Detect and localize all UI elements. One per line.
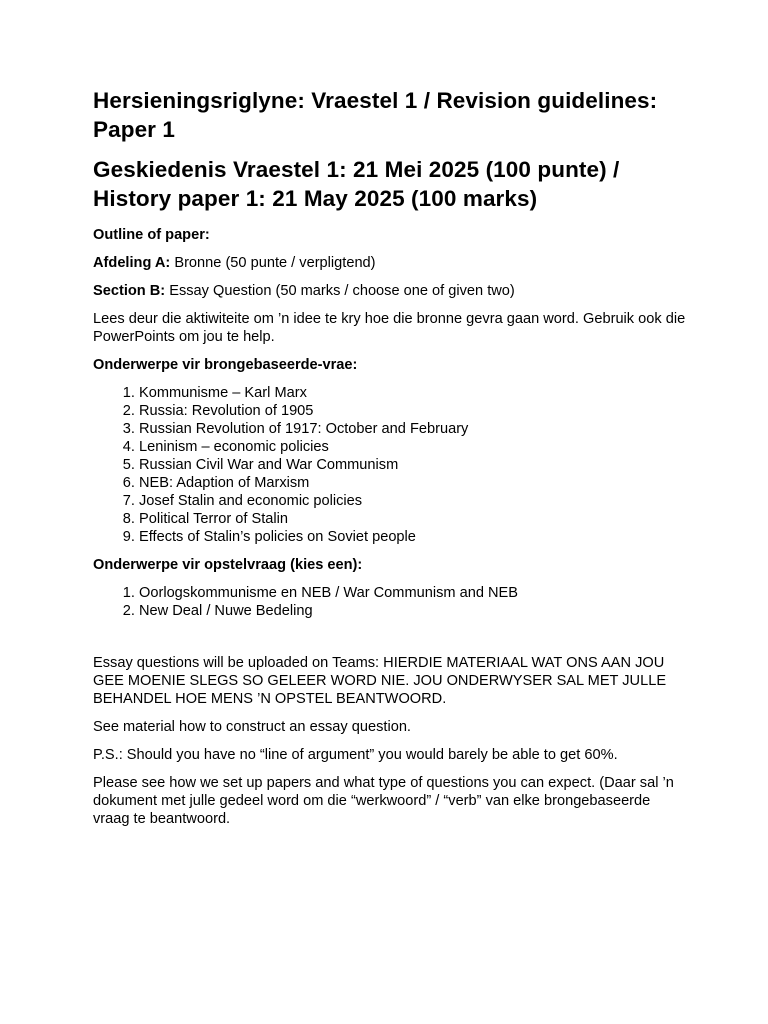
section-a-line xyxy=(93,254,688,272)
list-item: 5. Russian Civil War and War Communism xyxy=(139,456,688,474)
ps-note: P.S.: Should you have no “line of argument” you would barely be able to get 60%. xyxy=(93,747,618,763)
section-b-text: Essay Question (50 marks / choose one of given two) xyxy=(165,283,515,299)
section-a-label: Afdeling A: xyxy=(93,255,171,271)
list-item: 8. Political Terror of Stalin xyxy=(139,510,688,528)
document-title: Hersieningsriglyne: Vraestel 1 / Revision guidelines: Paper 1 xyxy=(93,88,658,142)
spacer xyxy=(93,630,688,654)
closing-paragraph: Please see how we set up papers and what type of questions you can expect. (Daar sal ’n dokument met julle gedeel word om die “werkwoord” / “verb” van elke brongebaseerde vraag te beantwoord. xyxy=(93,775,674,827)
source-topics-heading: Onderwerpe vir brongebaseerde-vrae: xyxy=(93,357,358,373)
list-item: 9. Effects of Stalin’s policies on Soviet people xyxy=(139,528,688,546)
teams-paragraph: Essay questions will be uploaded on Teams: HIERDIE MATERIAAL WAT ONS AAN JOU GEE MOENIE SLEGS SO GELEER WORD NIE. JOU ONDERWYSER SAL MET JULLE BEHANDEL HOE MENS ’N OPSTEL BEANTWOORD. xyxy=(93,655,667,707)
outline-heading: Outline of paper: xyxy=(93,227,210,243)
list-item: 6. NEB: Adaption of Marxism xyxy=(139,474,688,492)
list-item: 1. Kommunisme – Karl Marx xyxy=(139,384,688,402)
list-item: 4. Leninism – economic policies xyxy=(139,438,688,456)
source-topics-list xyxy=(93,384,688,546)
list-item: 7. Josef Stalin and economic policies xyxy=(139,492,688,510)
paper-subtitle: Geskiedenis Vraestel 1: 21 Mei 2025 (100 punte) / History paper 1: 21 May 2025 (100 marks) xyxy=(93,157,620,211)
essay-topics-heading: Onderwerpe vir opstelvraag (kies een): xyxy=(93,557,363,573)
list-item: 2. Russia: Revolution of 1905 xyxy=(139,402,688,420)
essay-topics-list xyxy=(93,584,688,620)
list-item: 1. Oorlogskommunisme en NEB / War Communism and NEB xyxy=(139,584,688,602)
intro-paragraph: Lees deur die aktiwiteite om ’n idee te kry hoe die bronne gevra gaan word. Gebruik ook die PowerPoints om jou te help. xyxy=(93,311,686,345)
section-b-line xyxy=(93,282,688,300)
see-material-line: See material how to construct an essay question. xyxy=(93,719,411,735)
section-b-label: Section B: xyxy=(93,283,166,299)
list-item: 3. Russian Revolution of 1917: October and February xyxy=(139,420,688,438)
list-item: 2. New Deal / Nuwe Bedeling xyxy=(139,602,688,620)
section-a-text: Bronne (50 punte / verpligtend) xyxy=(170,255,376,271)
